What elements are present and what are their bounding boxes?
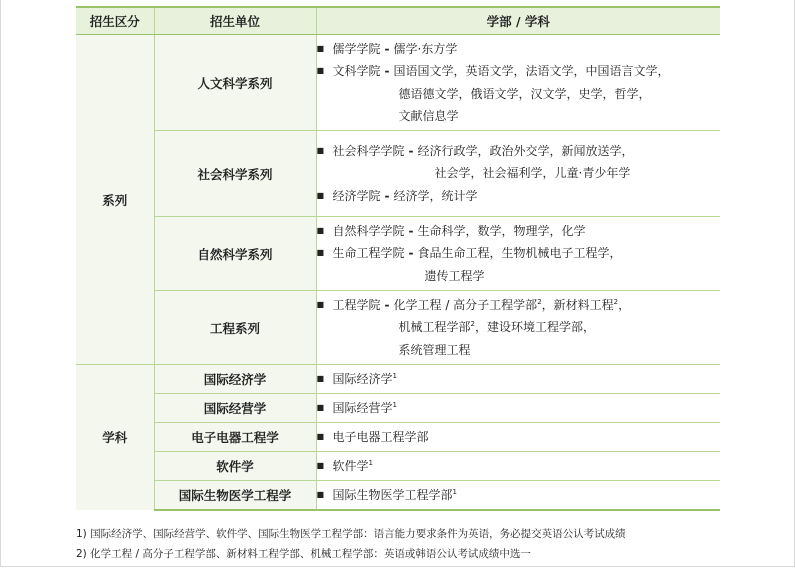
bullet-icon: ■ bbox=[316, 460, 325, 470]
header-category: 招生区分 bbox=[76, 7, 154, 35]
bullet-icon: ■ bbox=[316, 373, 325, 383]
list-item-continuation bbox=[317, 105, 721, 128]
department-text: 国际经济学 bbox=[332, 371, 393, 386]
unit-cell: 自然科学系列 bbox=[154, 217, 316, 291]
departments-cell bbox=[316, 365, 720, 394]
header-unit: 招生单位 bbox=[154, 7, 316, 35]
list-item bbox=[317, 60, 721, 83]
table-row bbox=[76, 131, 720, 217]
header-departments: 学部 / 学科 bbox=[316, 7, 720, 35]
table-row bbox=[76, 217, 720, 291]
dash-separator: - bbox=[384, 41, 390, 56]
bullet-icon: ■ bbox=[316, 299, 325, 309]
majors-text: 食品生命工程，生物机械电子工程学， bbox=[417, 246, 622, 261]
unit-cell: 国际经济学 bbox=[154, 365, 316, 394]
majors-text: 儒学·东方学 bbox=[393, 41, 458, 56]
majors-text: ，建设环境工程学部， bbox=[474, 320, 595, 335]
dash-separator: - bbox=[384, 297, 390, 312]
unit-cell: 工程系列 bbox=[154, 291, 316, 365]
bullet-icon: ■ bbox=[316, 225, 325, 235]
table-row bbox=[76, 394, 720, 423]
school-name: 生命工程学院 bbox=[332, 246, 405, 261]
list-item bbox=[317, 242, 721, 265]
departments-cell bbox=[316, 291, 720, 365]
department-text: 软件学 bbox=[332, 458, 369, 473]
footnote-mark: 2 bbox=[470, 320, 475, 329]
bullet-icon: ■ bbox=[316, 489, 325, 499]
majors-text: 社会学，社会福利学，儿童·青少年学 bbox=[434, 166, 631, 181]
departments-cell bbox=[316, 217, 720, 291]
departments-cell bbox=[316, 394, 720, 423]
list-item bbox=[317, 397, 721, 420]
list-item-continuation bbox=[317, 83, 721, 106]
list-item-continuation bbox=[317, 339, 721, 362]
majors-text: 化学工程 / 高分子工程学部 bbox=[393, 297, 538, 312]
bullet-icon: ■ bbox=[316, 402, 325, 412]
majors-text: 遗传工程学 bbox=[424, 268, 485, 283]
bullet-icon: ■ bbox=[316, 43, 325, 53]
departments-cell bbox=[316, 452, 720, 481]
departments-cell bbox=[316, 35, 720, 131]
dash-separator: - bbox=[408, 223, 414, 238]
department-text: 电子电器工程学部 bbox=[332, 429, 429, 444]
unit-cell: 软件学 bbox=[154, 452, 316, 481]
footnote-mark: 2 bbox=[537, 297, 542, 306]
list-item bbox=[317, 294, 721, 317]
list-item bbox=[317, 140, 721, 163]
footnote-mark: 1 bbox=[392, 400, 397, 409]
school-name: 文科学院 bbox=[332, 64, 381, 78]
unit-cell: 社会科学系列 bbox=[154, 131, 316, 217]
category-cell: 学科 bbox=[76, 365, 154, 510]
list-item bbox=[317, 220, 721, 243]
footnote-mark: 1 bbox=[368, 458, 373, 467]
category-cell: 系列 bbox=[76, 35, 154, 365]
table-row bbox=[76, 365, 720, 394]
table-row bbox=[76, 481, 720, 510]
table-row bbox=[76, 423, 720, 452]
list-item bbox=[317, 426, 721, 449]
bullet-icon: ■ bbox=[316, 190, 325, 200]
department-text: 国际经营学 bbox=[332, 400, 393, 415]
table-row bbox=[76, 35, 720, 131]
list-item-continuation bbox=[317, 316, 721, 339]
school-name: 工程学院 bbox=[332, 297, 381, 312]
footnote-2: 2) 化学工程 / 高分子工程学部、新材料工程学部、机械工程学部：英语或韩语公认考试成绩中选一 bbox=[76, 548, 531, 560]
list-item bbox=[317, 484, 721, 507]
list-item-continuation bbox=[317, 162, 721, 185]
majors-text: 经济学，统计学 bbox=[393, 188, 478, 203]
school-name: 社会科学学院 bbox=[332, 143, 405, 158]
school-name: 自然科学学院 bbox=[332, 223, 405, 238]
dash-separator: - bbox=[384, 188, 390, 203]
unit-cell: 人文科学系列 bbox=[154, 35, 316, 131]
footnote-1: 1) 国际经济学、国际经营学、软件学、国际生物医学工程学部：语言能力要求条件为英语，务必提交英语公认考试成绩 bbox=[76, 528, 626, 540]
dash-separator: - bbox=[384, 64, 390, 78]
footnote-mark: 1 bbox=[452, 487, 457, 496]
unit-cell: 国际生物医学工程学 bbox=[154, 481, 316, 510]
footnote-mark: 2 bbox=[613, 297, 619, 306]
school-name: 经济学院 bbox=[332, 188, 381, 203]
table-row bbox=[76, 452, 720, 481]
department-text: 国际生物医学工程学部 bbox=[332, 487, 453, 502]
footnotes bbox=[76, 524, 626, 564]
footnote-mark: 1 bbox=[392, 371, 397, 380]
departments-cell bbox=[316, 481, 720, 510]
unit-cell: 国际经营学 bbox=[154, 394, 316, 423]
list-item bbox=[317, 38, 721, 61]
departments-cell bbox=[316, 423, 720, 452]
majors-text: 经济行政学，政治外交学，新闻放送学， bbox=[417, 143, 634, 158]
bullet-icon: ■ bbox=[316, 66, 325, 75]
departments-cell bbox=[316, 131, 720, 217]
majors-text: 机械工程学部 bbox=[398, 320, 471, 335]
majors-text: 系统管理工程 bbox=[398, 342, 471, 357]
list-item bbox=[317, 368, 721, 391]
majors-text: 生命科学，数学，物理学，化学 bbox=[417, 223, 586, 238]
school-name: 儒学学院 bbox=[332, 41, 381, 56]
majors-text: 文献信息学 bbox=[398, 109, 459, 123]
list-item bbox=[317, 455, 721, 478]
majors-text: 国语国文学，英语文学，法语文学，中国语言文学， bbox=[393, 64, 670, 78]
majors-text: ， bbox=[618, 297, 631, 312]
bullet-icon: ■ bbox=[316, 431, 325, 441]
admission-table bbox=[76, 6, 720, 511]
dash-separator: - bbox=[408, 246, 414, 261]
bullet-icon: ■ bbox=[316, 145, 325, 155]
list-item-continuation bbox=[317, 265, 721, 288]
dash-separator: - bbox=[408, 143, 414, 158]
table-row bbox=[76, 291, 720, 365]
bullet-icon: ■ bbox=[316, 248, 325, 258]
list-item bbox=[317, 185, 721, 208]
table-header-row bbox=[76, 7, 720, 35]
majors-text: 德语德文学，俄语文学，汉文学，史学，哲学， bbox=[398, 86, 651, 101]
unit-cell: 电子电器工程学 bbox=[154, 423, 316, 452]
majors-text: ，新材料工程 bbox=[541, 297, 614, 312]
